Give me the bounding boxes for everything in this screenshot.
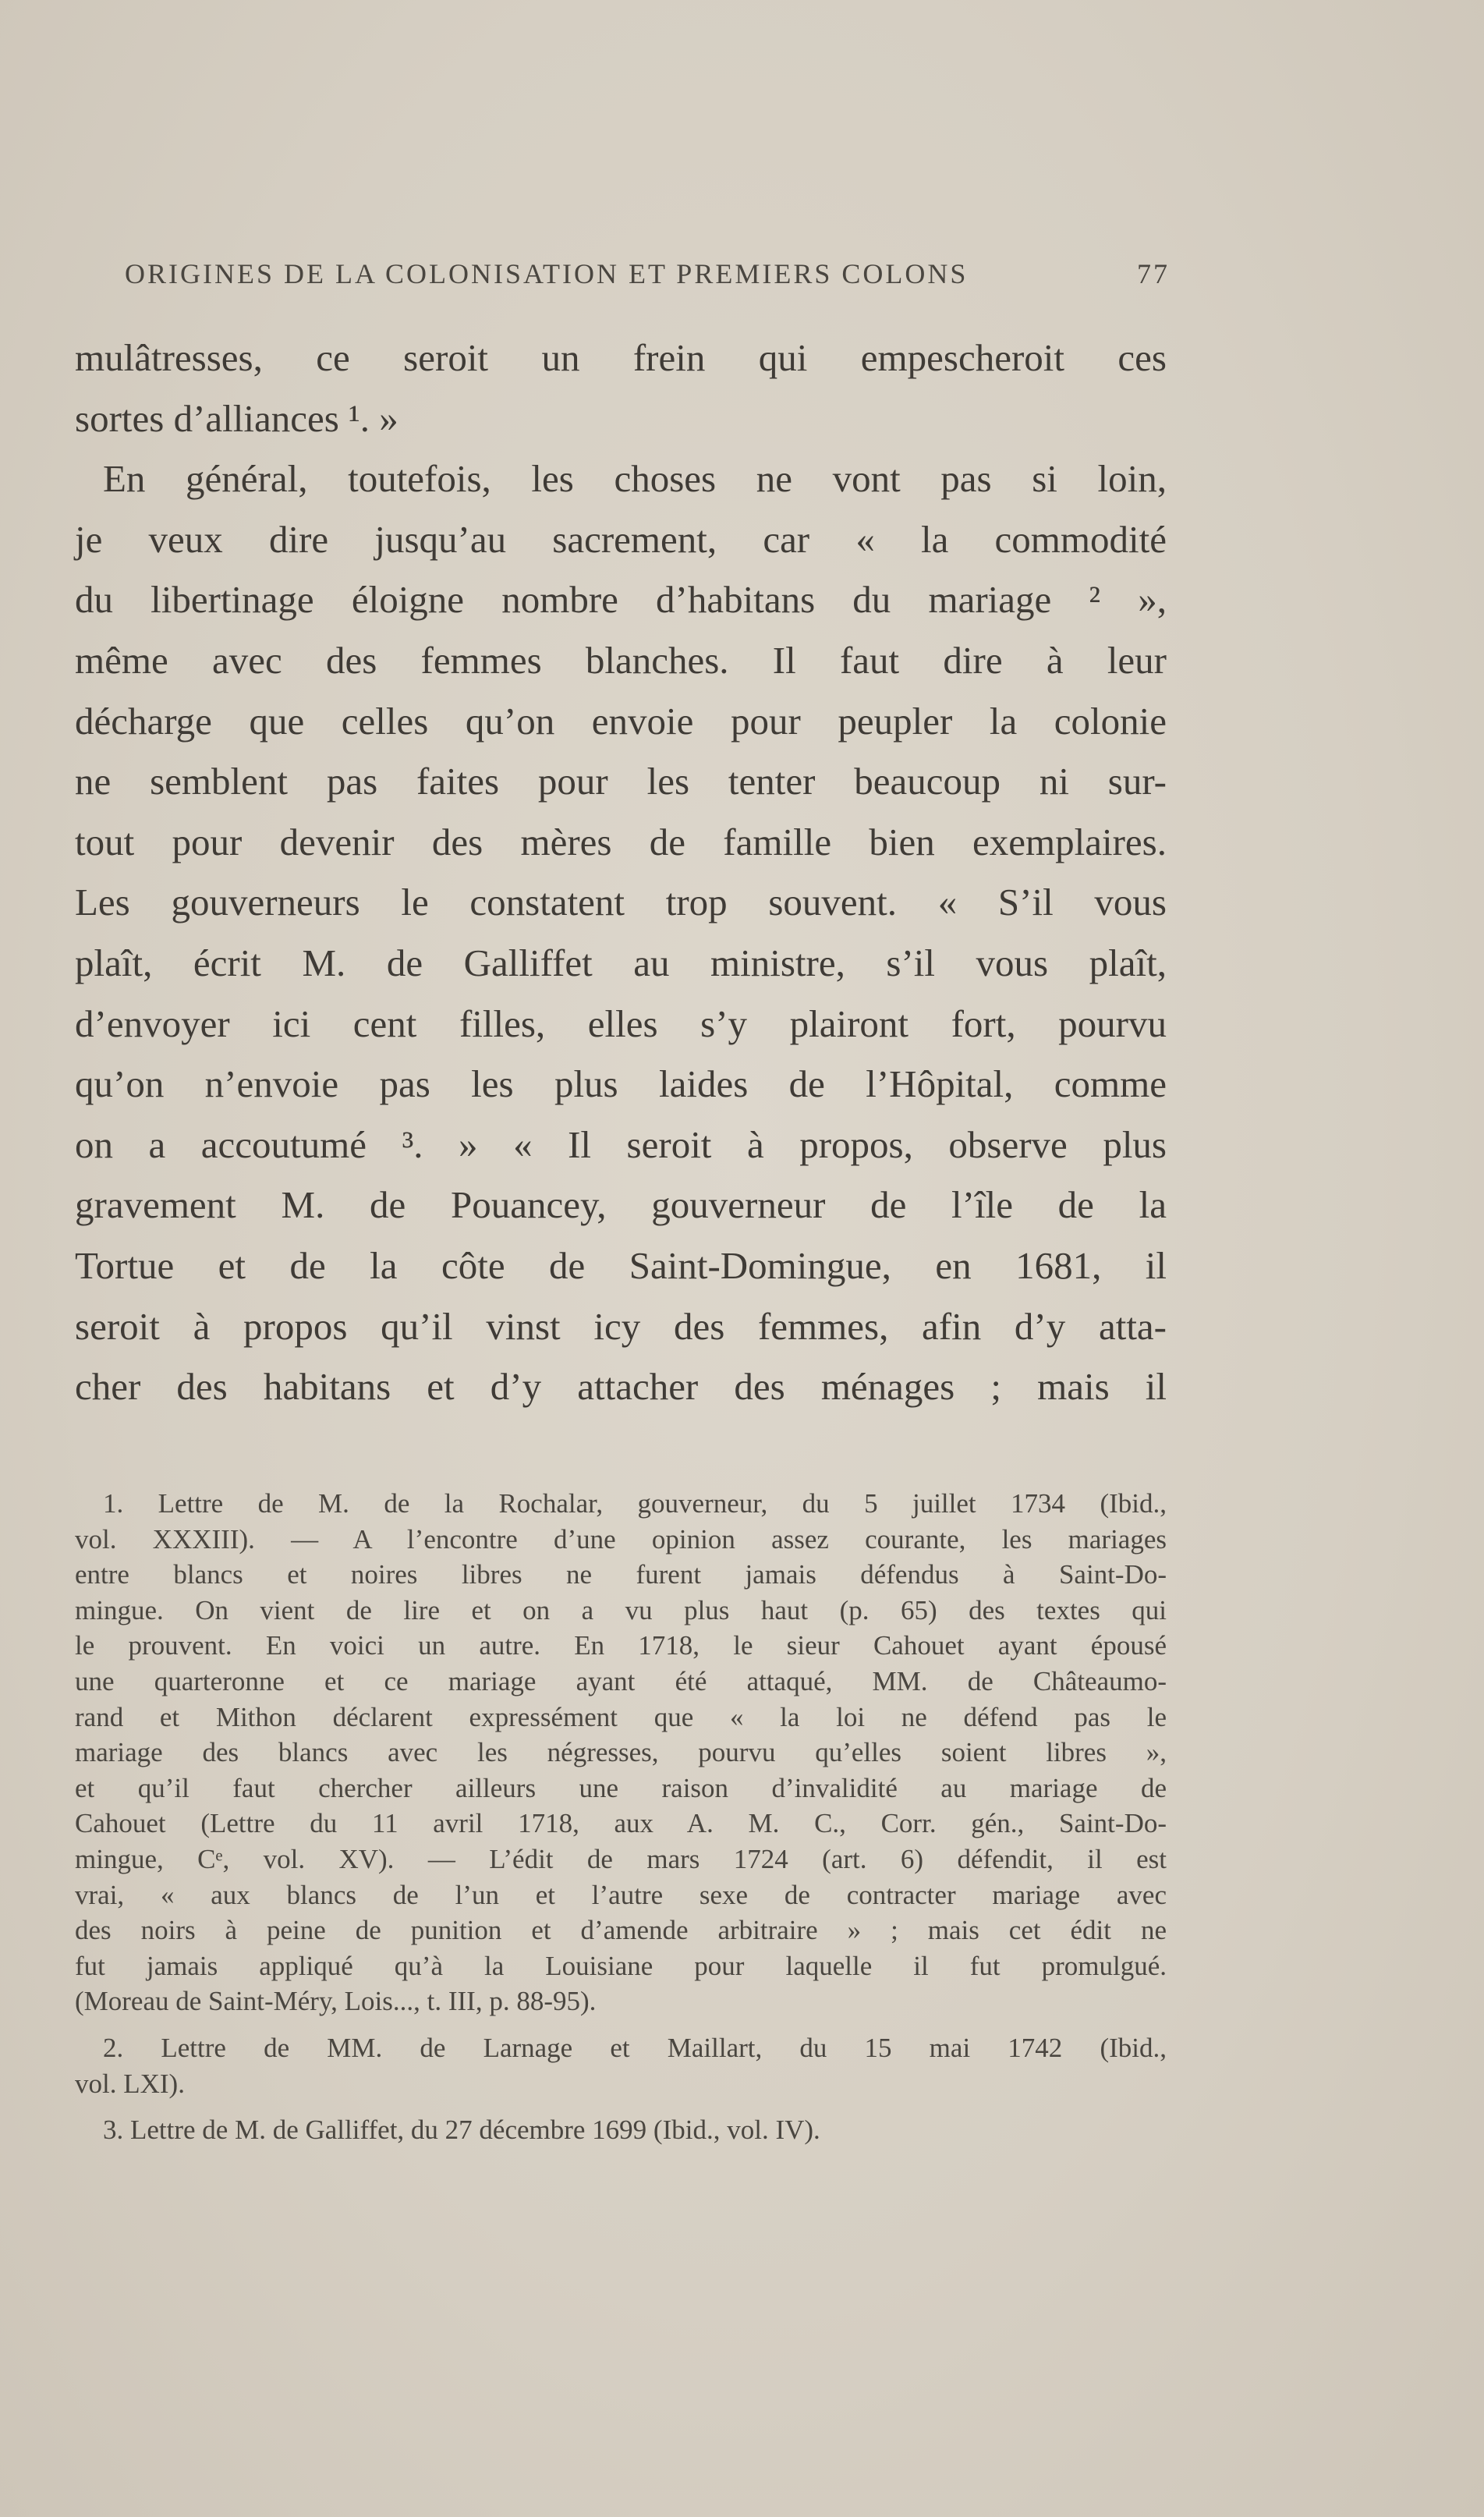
footnote-line: vol. LXI). (75, 2068, 185, 2099)
text-line: d’envoyer ici cent filles, elles s’y plairont fort, pourvu (75, 1001, 1167, 1045)
footnote-line: des noirs à peine de punition et d’amende arbitraire » ; mais cet édit ne (75, 1915, 1167, 1946)
text-line: tout pour devenir des mères de famille bien exemplaires. (75, 820, 1167, 863)
text-line: seroit à propos qu’il vinst icy des femmes, afin d’y atta- (75, 1304, 1167, 1348)
footnote-line: 3. Lettre de M. de Galliffet, du 27 décembre 1699 (Ibid., vol. IV). (103, 2115, 820, 2146)
footnote-line: mingue. On vient de lire et on a vu plus haut (p. 65) des textes qui (75, 1594, 1167, 1625)
text-line: En général, toutefois, les choses ne vont pas si loin, (103, 457, 1167, 501)
running-head (125, 257, 1170, 290)
footnote-line: mingue, Cᵉ, vol. XV). — L’édit de mars 1724 (art. 6) défendit, il est (75, 1843, 1167, 1874)
text-line: qu’on n’envoie pas les plus laides de l’Hôpital, comme (75, 1062, 1167, 1106)
text-line: on a accoutumé ³. » « Il seroit à propos, observe plus (75, 1122, 1167, 1166)
footnote-line: vol. XXXIII). — A l’encontre d’une opinion assez courante, les mariages (75, 1523, 1167, 1555)
text-line: plaît, écrit M. de Galliffet au ministre, s’il vous plaît, (75, 941, 1167, 984)
footnote-line: (Moreau de Saint-Méry, Lois..., t. III, p. 88-95). (75, 1986, 597, 2017)
running-title: ORIGINES DE LA COLONISATION ET PREMIERS COLONS (125, 258, 969, 289)
footnote-line: le prouvent. En voici un autre. En 1718, le sieur Cahouet ayant épousé (75, 1630, 1167, 1661)
text-line: décharge que celles qu’on envoie pour peupler la colonie (75, 699, 1167, 743)
footnote-line: 1. Lettre de M. de la Rochalar, gouverneur, du 5 juillet 1734 (Ibid., (103, 1488, 1167, 1519)
footnote-3 (75, 2112, 1167, 2148)
text-line: mulâtresses, ce seroit un frein qui empescheroit ces (75, 336, 1167, 379)
footnote-2 (75, 2030, 1167, 2101)
text-line: Les gouverneurs le constatent trop souvent. « S’il vous (75, 881, 1167, 924)
page-number: 77 (1137, 258, 1170, 289)
footnotes (75, 1486, 1167, 2159)
footnote-line: une quarteronne et ce mariage ayant été attaqué, MM. de Châteaumo- (75, 1665, 1167, 1696)
text-line: gravement M. de Pouancey, gouverneur de l’île de la (75, 1183, 1167, 1227)
text-line: du libertinage éloigne nombre d’habitans du mariage ² », (75, 578, 1167, 622)
footnote-line: entre blancs et noires libres ne furent jamais défendus à Saint-Do- (75, 1559, 1167, 1590)
text-line: Tortue et de la côte de Saint-Domingue, en 1681, il (75, 1243, 1167, 1287)
text-line: cher des habitans et d’y attacher des ménages ; mais il (75, 1365, 1167, 1409)
text-line: même avec des femmes blanches. Il faut dire à leur (75, 638, 1167, 682)
footnote-line: 2. Lettre de MM. de Larnage et Maillart, du 15 mai 1742 (Ibid., (103, 2032, 1167, 2063)
text-line: sortes d’alliances ¹. » (75, 396, 398, 440)
text-line: ne semblent pas faites pour les tenter beaucoup ni sur- (75, 760, 1167, 803)
footnote-1 (75, 1486, 1167, 2019)
footnote-line: mariage des blancs avec les négresses, pourvu qu’elles soient libres », (75, 1737, 1167, 1768)
main-text (75, 328, 1167, 1417)
footnote-line: rand et Mithon déclarent expressément que « la loi ne défend pas le (75, 1701, 1167, 1732)
footnote-line: Cahouet (Lettre du 11 avril 1718, aux A. M. C., Corr. gén., Saint-Do- (75, 1808, 1167, 1839)
footnote-line: vrai, « aux blancs de l’un et l’autre sexe de contracter mariage avec (75, 1879, 1167, 1910)
text-line: je veux dire jusqu’au sacrement, car « la commodité (75, 517, 1167, 561)
footnote-line: fut jamais appliqué qu’à la Louisiane pour laquelle il fut promulgué. (75, 1950, 1167, 1981)
footnote-line: et qu’il faut chercher ailleurs une raison d’invalidité au mariage de (75, 1772, 1167, 1803)
